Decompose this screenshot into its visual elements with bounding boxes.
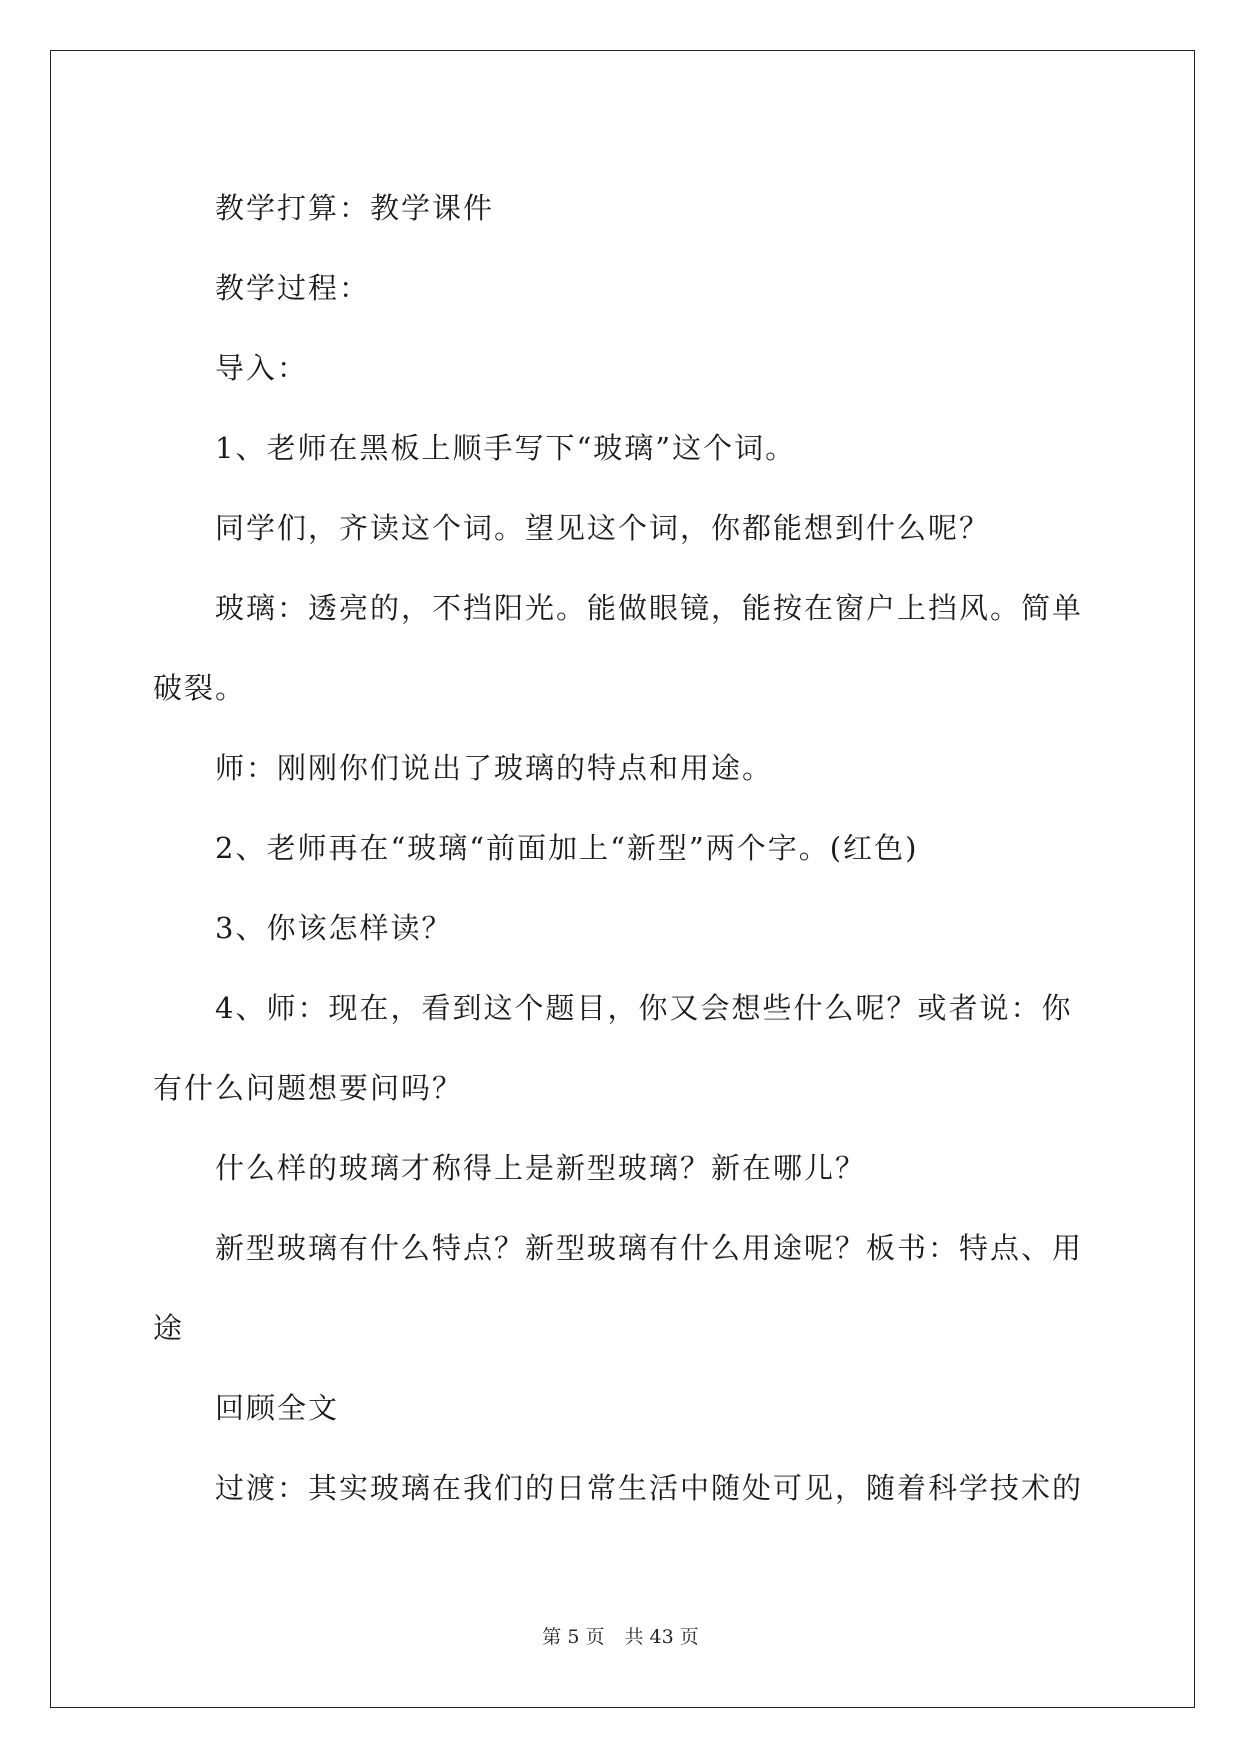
paragraph: 教学过程： <box>215 271 371 305</box>
paragraph: 2、老师再在“玻璃“前面加上“新型”两个字。(红色) <box>215 831 919 865</box>
page-number: 第 5 页 <box>542 1626 605 1648</box>
paragraph: 回顾全文 <box>215 1391 340 1425</box>
paragraph: 3、你该怎样读？ <box>215 911 453 945</box>
paragraph: 4、师：现在，看到这个题目，你又会想些什么呢？或者说：你有什么问题想要问吗？ <box>153 991 1073 1105</box>
paragraph: 过渡：其实玻璃在我们的日常生活中随处可见，随着科学技术的 <box>215 1471 1084 1505</box>
paragraph: 导入： <box>215 351 309 385</box>
paragraph: 同学们，齐读这个词。望见这个词，你都能想到什么呢？ <box>215 511 991 545</box>
paragraph: 玻璃：透亮的，不挡阳光。能做眼镜，能按在窗户上挡风。简单破裂。 <box>153 591 1084 705</box>
page-footer <box>0 1622 1241 1649</box>
paragraph: 什么样的玻璃才称得上是新型玻璃？新在哪儿？ <box>215 1151 867 1185</box>
paragraph: 教学打算：教学课件 <box>215 191 495 225</box>
paragraph: 新型玻璃有什么特点？新型玻璃有什么用途呢？板书：特点、用途 <box>153 1231 1084 1345</box>
document-body <box>153 168 1093 1528</box>
paragraph: 1、老师在黑板上顺手写下“玻璃”这个词。 <box>215 431 797 465</box>
page-total: 共 43 页 <box>624 1626 699 1648</box>
paragraph: 师：刚刚你们说出了玻璃的特点和用途。 <box>215 751 774 785</box>
